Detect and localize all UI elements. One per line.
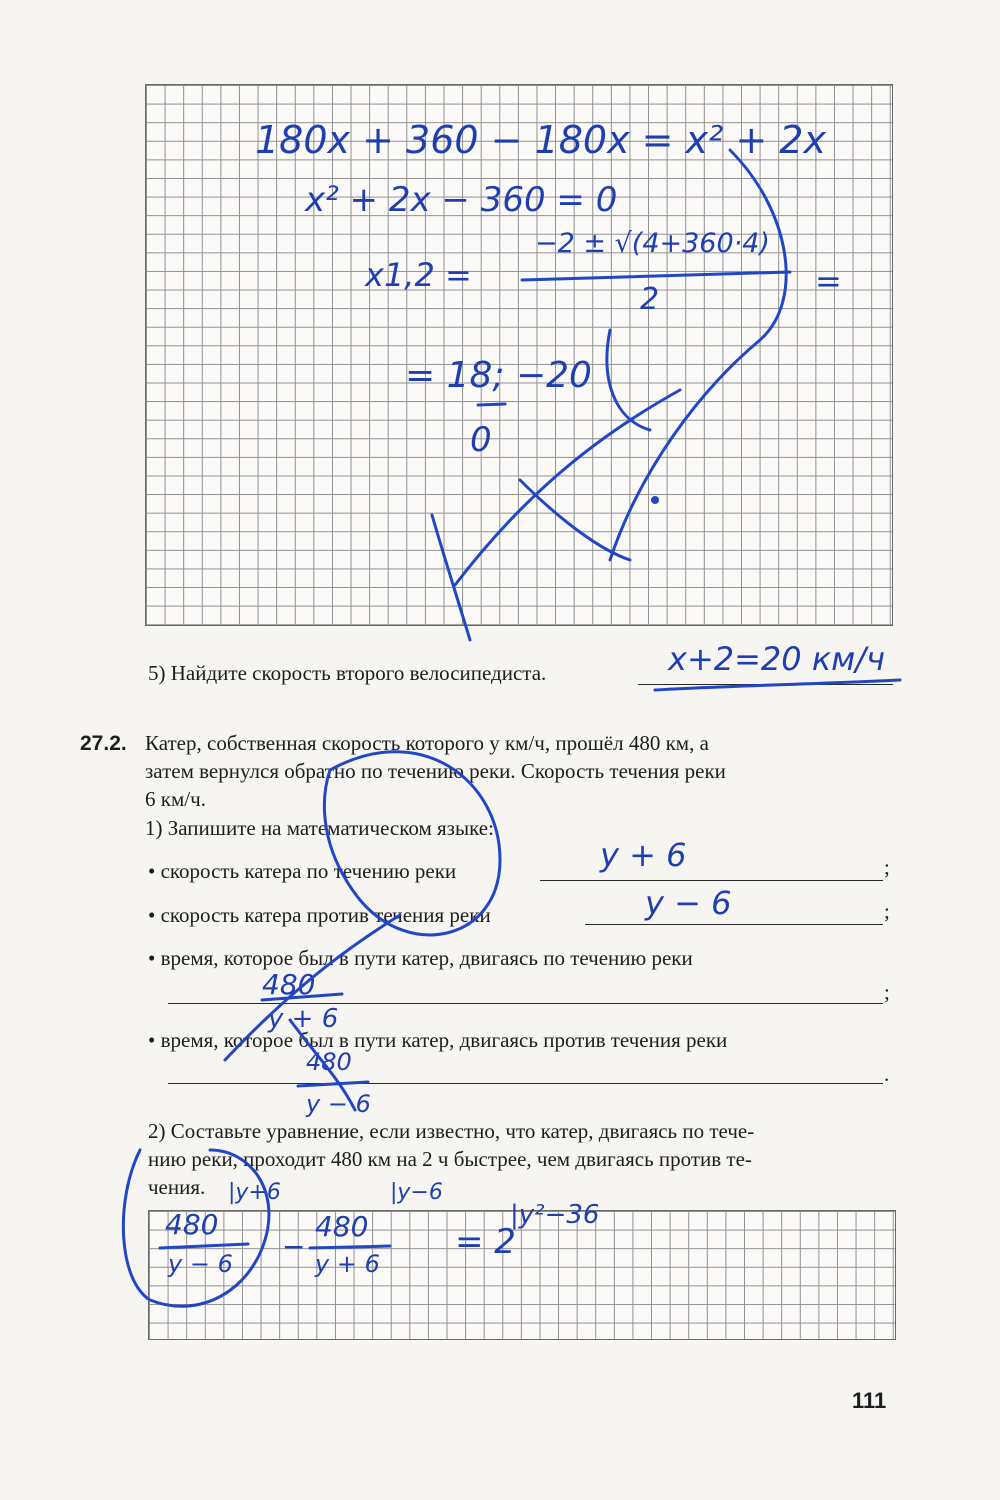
hand-b3-den: y + 6 bbox=[268, 1004, 339, 1034]
hand-x12: x1,2 = bbox=[365, 256, 472, 294]
hand-b4-den: y − 6 bbox=[306, 1090, 371, 1118]
answer-line-1 bbox=[540, 880, 883, 881]
answer-line-4 bbox=[168, 1083, 883, 1084]
part2-line-1: 2) Составьте уравнение, если известно, что катер, двигаясь по тече- bbox=[148, 1119, 755, 1143]
part2-line-3: чения. bbox=[148, 1175, 206, 1199]
hand-line1: 180x + 360 − 180x = x² + 2x bbox=[255, 118, 826, 162]
semicolon-3: ; bbox=[884, 980, 890, 1004]
hand-eq-sign: = bbox=[815, 262, 842, 300]
eq-f1-mult: |y+6 bbox=[228, 1180, 281, 1205]
semicolon-1: ; bbox=[884, 855, 890, 879]
problem-number: 27.2. bbox=[80, 732, 127, 755]
hand-b1: y + 6 bbox=[600, 836, 687, 874]
eq-rhs-mult: |y²−36 bbox=[510, 1200, 600, 1230]
problem-text-1: Катер, собственная скорость которого y км/ч, прошёл 480 км, а bbox=[145, 731, 709, 755]
bullet-downstream-time: • время, которое был в пути катер, двигаясь по течению реки bbox=[148, 946, 693, 970]
bullet-downstream-speed: • скорость катера по течению реки bbox=[148, 859, 457, 883]
part1-heading: 1) Запишите на математическом языке: bbox=[145, 816, 494, 840]
task5-answer: x+2=20 км/ч bbox=[668, 640, 885, 678]
part2-line-2: нию реки, проходит 480 км на 2 ч быстрее, чем двигаясь против те- bbox=[148, 1147, 752, 1171]
eq-f2-num: 480 bbox=[315, 1210, 369, 1243]
hand-line2: x² + 2x − 360 = 0 bbox=[305, 180, 618, 220]
answer-flourish bbox=[655, 680, 900, 690]
problem-text-2: затем вернулся обратно по течению реки. Скорость течения реки bbox=[145, 759, 726, 783]
eq-f1-num: 480 bbox=[165, 1208, 219, 1241]
hand-denominator: 2 bbox=[640, 282, 660, 317]
bullet-upstream-speed: • скорость катера против течения реки bbox=[148, 903, 491, 927]
eq-f2-mult: |y−6 bbox=[390, 1180, 443, 1205]
bullet-upstream-time: • время, которое был в пути катер, двигаясь против течения реки bbox=[148, 1028, 728, 1052]
hand-zero: 0 bbox=[470, 420, 492, 460]
period-4: . bbox=[884, 1062, 890, 1086]
eq-rhs: = 2 bbox=[455, 1222, 516, 1262]
semicolon-2: ; bbox=[884, 899, 890, 923]
hand-roots: = 18; −20 bbox=[405, 355, 592, 396]
task5-label: 5) Найдите скорость второго велосипедиста. bbox=[148, 661, 547, 685]
answer-line-2 bbox=[585, 924, 883, 925]
task5-answer-line bbox=[638, 684, 893, 685]
page-number: 111 bbox=[852, 1388, 887, 1413]
hand-numerator: −2 ± √(4+360·4) bbox=[535, 228, 770, 259]
hand-b4-num: 480 bbox=[306, 1048, 352, 1076]
problem-text-3: 6 км/ч. bbox=[145, 787, 206, 811]
eq-f1-den: y − 6 bbox=[168, 1250, 233, 1278]
hand-b3-num: 480 bbox=[262, 968, 316, 1001]
eq-minus: − bbox=[282, 1230, 306, 1263]
eq-f2-den: y + 6 bbox=[315, 1250, 380, 1278]
hand-b2: y − 6 bbox=[645, 884, 732, 922]
